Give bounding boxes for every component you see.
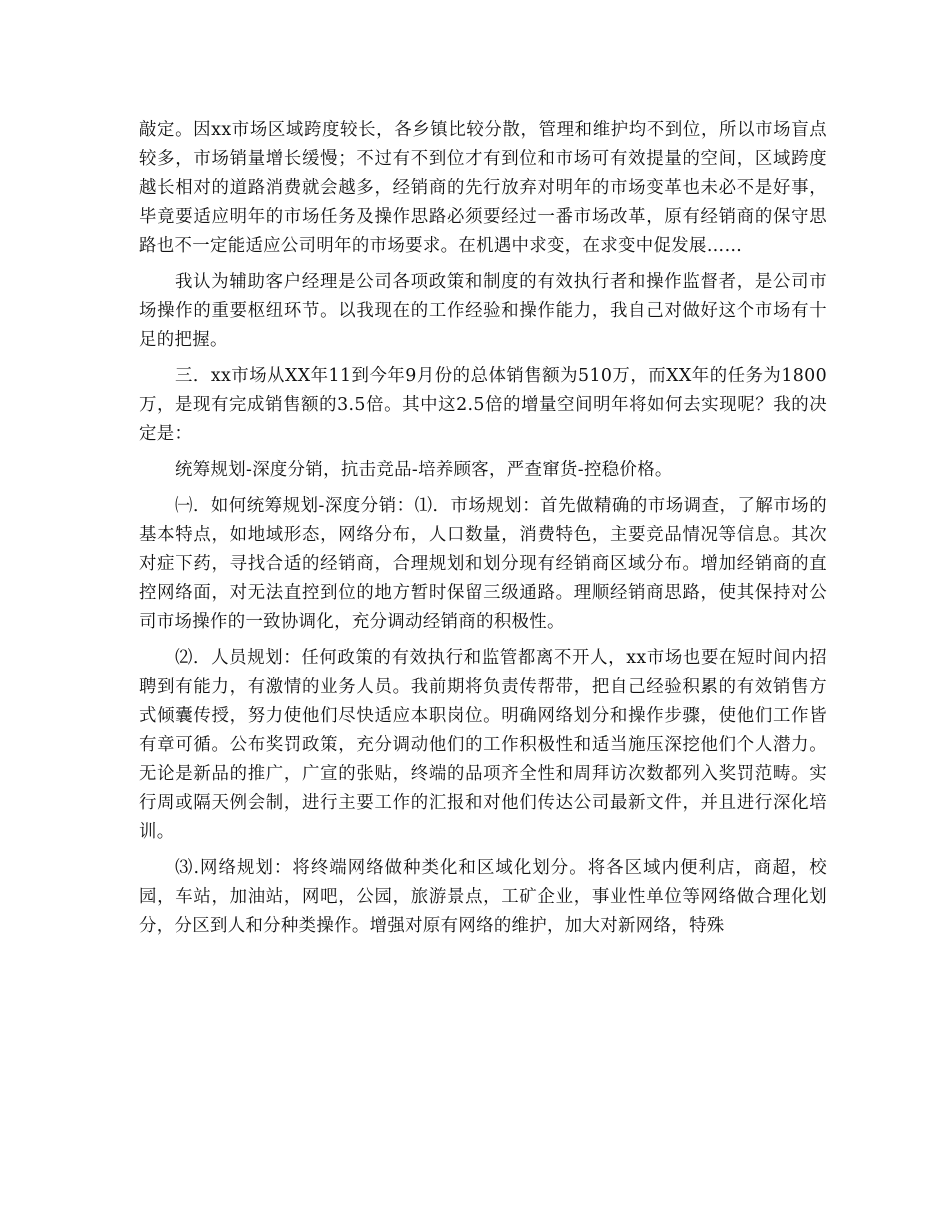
paragraph-5: ㈠．如何统筹规划-深度分销：⑴．市场规划：首先做精确的市场调查，了解市场的基本特点，如地域形态，网络分布，人口数量，消费特色，主要竞品情况等信息。其次对症下药，寻找合适的经销商，合理规划和划分现有经销商区域分布。增加经销商的直控网络面，对无法直控到位的地方暂时保留三级通路。理顺经销商思路，使其保持对公司市场操作的一致协调化，充分调动经销商的积极性。 [139,496,827,632]
paragraph-7: ⑶.网络规划：将终端网络做种类化和区域化划分。将各区域内便利店，商超，校园，车站，加油站，网吧，公园，旅游景点，工矿企业，事业性单位等网络做合理化划分，分区到人和分种类操作。增强对原有网络的维护，加大对新网络，特殊 [139,858,827,936]
paragraph-4: 统筹规划-深度分销，抗击竞品-培养顾客，严查窜货-控稳价格。 [175,460,673,480]
document-body [139,116,827,941]
paragraph-3: 三．xx市场从XX年11到今年9月份的总体销售额为510万，而XX年的任务为1800万，是现有完成销售额的3.5倍。其中这2.5倍的增量空间明年将如何去实现呢？我的决定是： [139,366,827,444]
paragraph-6: ⑵．人员规划：任何政策的有效执行和监管都离不开人，xx市场也要在短时间内招聘到有能力，有激情的业务人员。我前期将负责传帮带，把自己经验积累的有效销售方式倾囊传授，努力使他们尽快适应本职岗位。明确网络划分和操作步骤，使他们工作皆有章可循。公布奖罚政策，充分调动他们的工作积极性和适当施压深挖他们个人潜力。无论是新品的推广，广宣的张贴，终端的品项齐全性和周拜访次数都列入奖罚范畴。实行周或隔天例会制，进行主要工作的汇报和对他们传达公司最新文件，并且进行深化培训。 [139,648,827,842]
paragraph-2: 我认为辅助客户经理是公司各项政策和制度的有效执行者和操作监督者，是公司市场操作的重要枢纽环节。以我现在的工作经验和操作能力，我自己对做好这个市场有十足的把握。 [139,272,827,350]
paragraph-1: 敲定。因xx市场区域跨度较长，各乡镇比较分散，管理和维护均不到位，所以市场盲点较多，市场销量增长缓慢；不过有不到位才有到位和市场可有效提量的空间，区域跨度越长相对的道路消费就会越多，经销商的先行放弃对明年的市场变革也未必不是好事，毕竟要适应明年的市场任务及操作思路必须要经过一番市场改革，原有经销商的保守思路也不一定能适应公司明年的市场要求。在机遇中求变，在求变中促发展…… [139,120,827,256]
